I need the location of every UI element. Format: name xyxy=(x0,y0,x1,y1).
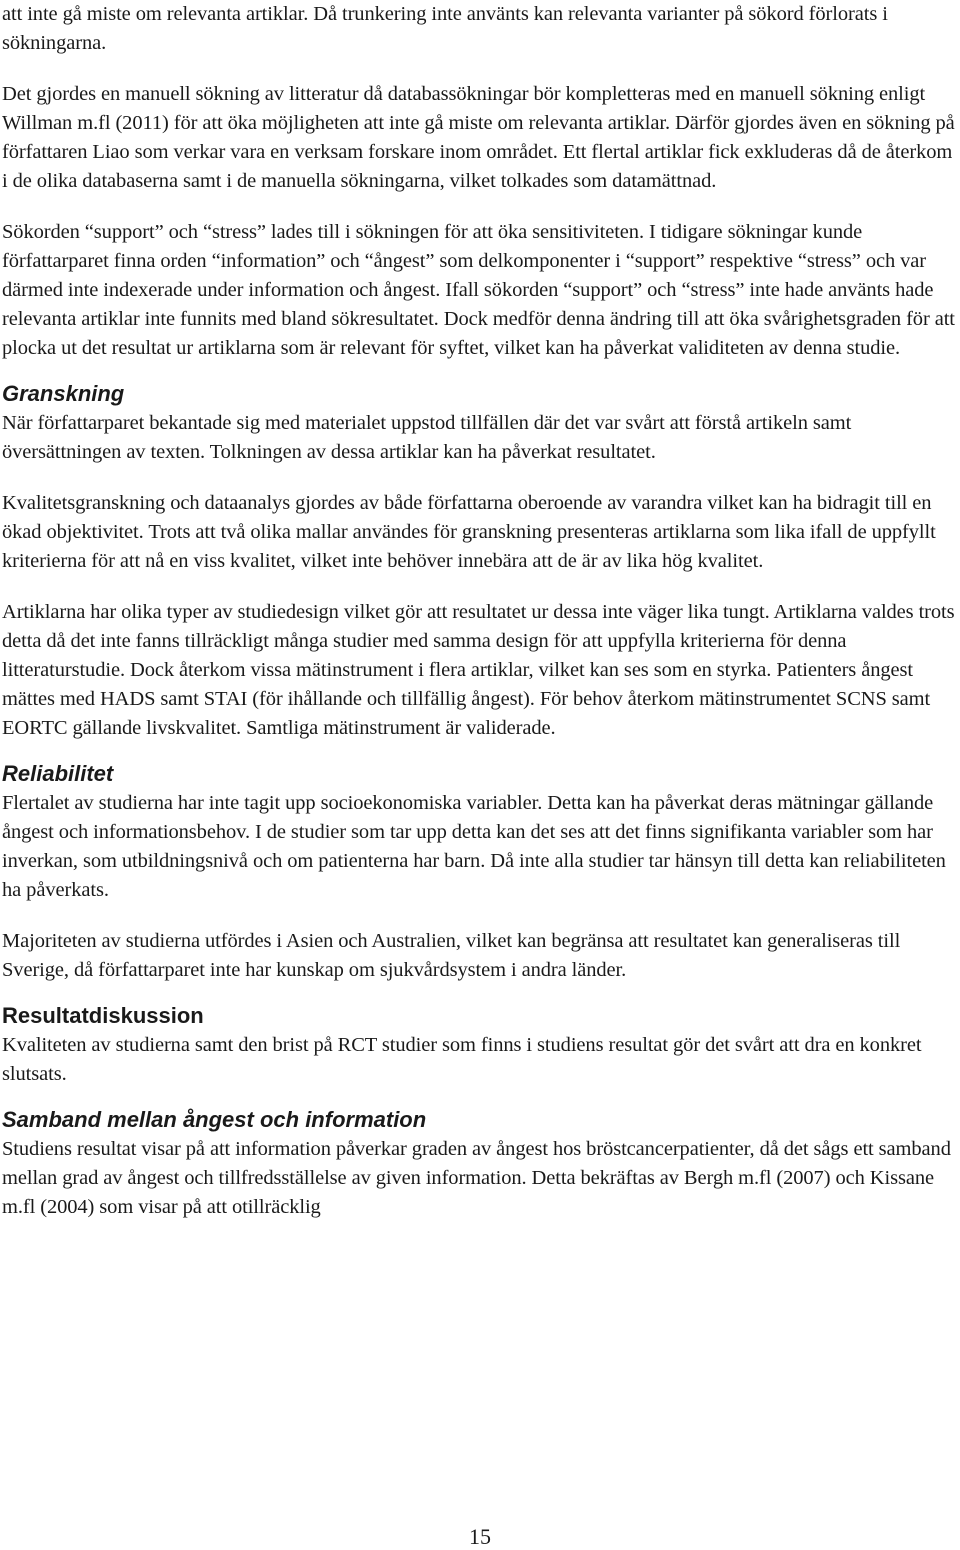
paragraph-granskning-2: Kvalitetsgranskning och dataanalys gjordes av både författarna oberoende av varandra vilket kan ha bidragit till en ökad objektivitet. Trots att två olika mallar användes för granskning presenteras artiklarna som lika ifall de uppfyllt kriterierna för att nå en viss kvalitet, vilket inte behöver innebära att de är av lika hög kvalitet. xyxy=(2,492,936,572)
page-number: 15 xyxy=(469,1524,491,1549)
paragraph-resultatdiskussion: Kvaliteten av studierna samt den brist på RCT studier som finns i studiens resultat gör det svårt att dra en konkret slutsats. xyxy=(2,1034,922,1085)
paragraph-manual-search: Det gjordes en manuell sökning av litteratur då databassökningar bör kompletteras med en manuell sökning enligt Willman m.fl (2011) för att öka möjligheten att inte gå miste om relevanta artiklar. Därför gjordes även en sökning på författaren Liao som verkar vara en verksam forskare inom området. Ett flertal artiklar fick exkluderas då de återkom i de olika databaserna samt i de manuella sökningarna, vilket tolkades som datamättnad. xyxy=(2,83,955,192)
heading-samband: Samband mellan ångest och information xyxy=(2,1107,427,1132)
paragraph-reliabilitet-1: Flertalet av studierna har inte tagit upp socioekonomiska variabler. Detta kan ha påverkat deras mätningar gällande ångest och informationsbehov. I de studier som tar upp detta kan det ses att det finns signifikanta variabler som har inverkan, som utbildningsnivå och om patienterna har barn. Då inte alla studier tar hänsyn till detta kan reliabiliteten ha påverkats. xyxy=(2,792,946,901)
paragraph-search-terms: Sökorden “support” och “stress” lades till i sökningen för att öka sensitiviteten. I tidigare sökningar kunde författarparet finna orden “information” och “ångest” som delkomponenter i “support” respektive “stress” och var därmed inte indexerade under information och ångest. Ifall sökorden “support” och “stress” inte hade använts hade relevanta artiklar inte funnits med bland sökresultatet. Dock medför denna ändring till att öka svårighetsgraden för att plocka ut det resultat ur artiklarna som är relevant för syftet, vilket kan ha påverkat validiteten av denna studie. xyxy=(2,221,955,359)
paragraph-reliabilitet-2: Majoriteten av studierna utfördes i Asien och Australien, vilket kan begränsa att resultatet kan generaliseras till Sverige, då författarparet inte har kunskap om sjukvårdsystem i andra länder. xyxy=(2,930,901,981)
paragraph-granskning-3: Artiklarna har olika typer av studiedesign vilket gör att resultatet ur dessa inte väger lika tungt. Artiklarna valdes trots detta då det inte fanns tillräckligt många studier med samma design för att uppfylla kriterierna för denna litteraturstudie. Dock återkom vissa mätinstrument i flera artiklar, vilket kan ses som en styrka. Patienters ångest mättes med HADS samt STAI (för ihållande och tillfällig ångest). För behov återkom mätinstrumentet SCNS samt EORTC gällande livskvalitet. Samtliga mätinstrument är validerade. xyxy=(2,601,955,739)
paragraph-samband: Studiens resultat visar på att information påverkar graden av ångest hos bröstcancerpatienter, då det sågs ett samband mellan grad av ångest och tillfredsställelse av given information. Detta bekräftas av Bergh m.fl (2007) och Kissane m.fl (2004) som visar på att otillräcklig xyxy=(2,1138,951,1218)
paragraph-granskning-1: När författarparet bekantade sig med materialet uppstod tillfällen där det var svårt att förstå artikeln samt översättningen av texten. Tolkningen av dessa artiklar kan ha påverkat resultatet. xyxy=(2,412,852,463)
heading-granskning: Granskning xyxy=(2,381,125,406)
heading-resultatdiskussion: Resultatdiskussion xyxy=(2,1003,204,1028)
paragraph-truncation: att inte gå miste om relevanta artiklar. Då trunkering inte använts kan relevanta varianter på sökord förlorats i sökningarna. xyxy=(2,3,888,54)
heading-reliabilitet: Reliabilitet xyxy=(2,761,114,786)
